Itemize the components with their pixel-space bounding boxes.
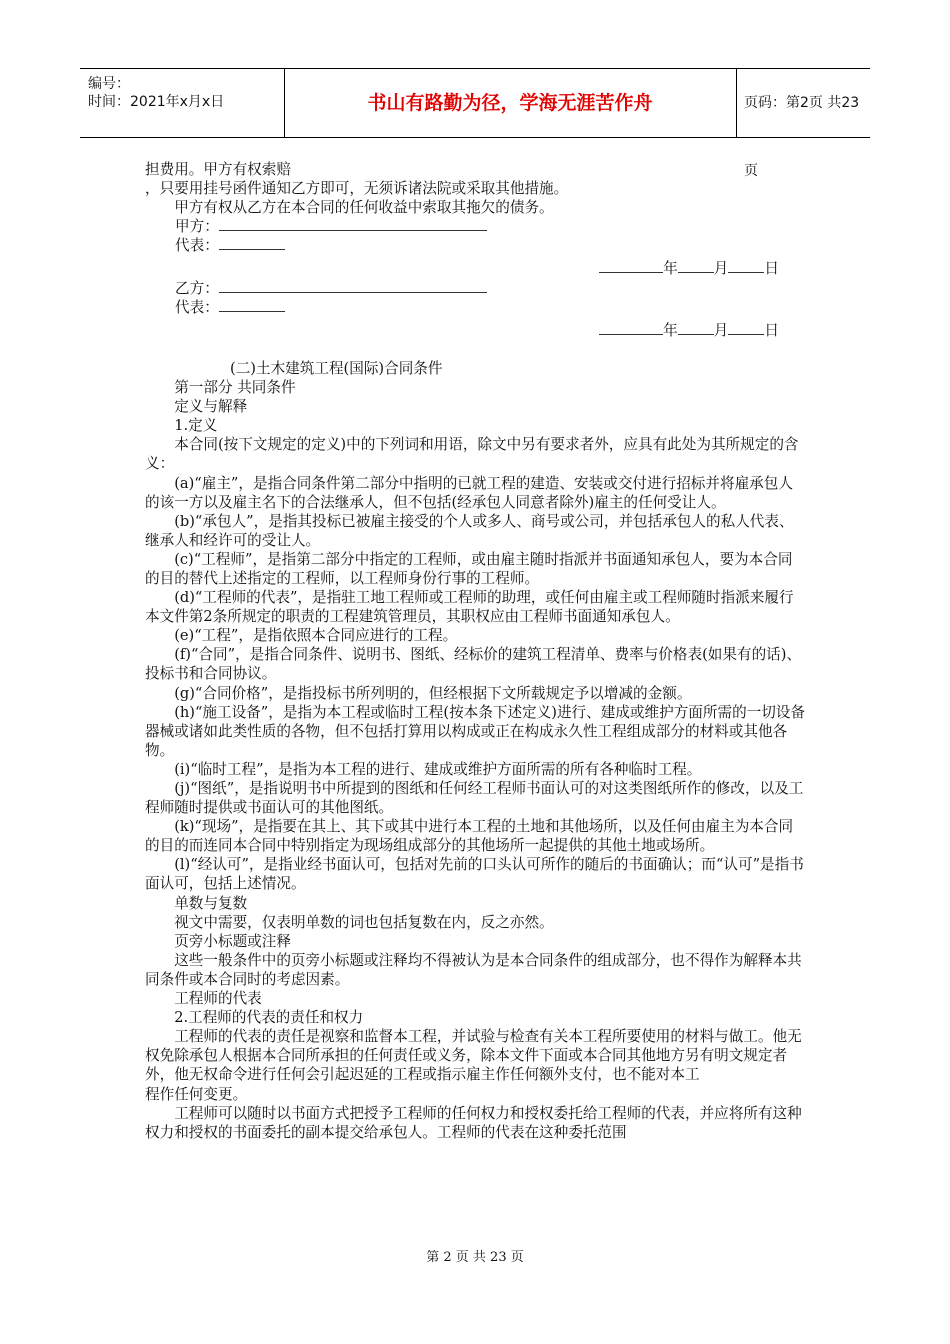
definition-l: (l)“经认可”，是指业经书面认可，包括对先前的口头认可所作的随后的书面确认；而“认可”是指书面认可，包括上述情况。 [145, 856, 804, 893]
heading: 单数与复数 [174, 894, 248, 912]
party-b-blank [219, 279, 487, 293]
signature-party-a [145, 217, 807, 236]
signature-rep-a [145, 236, 807, 255]
date-day: 日 [764, 321, 779, 339]
heading: 定义与解释 [174, 398, 248, 416]
paragraph: 工程师可以随时以书面方式把授予工程师的任何权力和授权委托给工程师的代表，并应将所有这种权力和授权的书面委托的副本提交给承包人。工程师的代表在这种委托范围 [145, 1104, 802, 1141]
signature-rep-b [145, 298, 807, 317]
header-meta [80, 69, 285, 137]
number-label: 编号： [88, 76, 130, 92]
definition-i: (i)“临时工程”，是指为本工程的进行、建成或维护方面所需的所有各种临时工程。 [174, 760, 702, 778]
signature-party-b [145, 279, 807, 298]
paragraph: 工程师的代表的责任是视察和监督本工程，并试验与检查有关本工程所要使用的材料与做工。他无权免除承包人根据本合同所承担的任何责任或义务，除本文件下面或本合同其他地方另有明文规定者外，他无权命令进行任何会引起迟延的工程或指示雇主作任何额外支付，也不能对本工 [145, 1028, 802, 1084]
paragraph: 程作任何变更。 [145, 1085, 248, 1103]
header-page-info: 页码：第2页 共23页 [744, 95, 860, 179]
definition-g: (g)“合同价格”，是指投标书所列明的，但经根据下文所载规定予以增减的金额。 [174, 684, 692, 702]
definition-e: (e)“工程”，是指依照本合同应进行的工程。 [174, 627, 458, 645]
heading: 2.工程师的代表的责任和权力 [174, 1009, 364, 1027]
document-body [145, 160, 807, 1142]
page-footer: 第 2 页 共 23 页 [426, 1250, 524, 1265]
definition-h: (h)“施工设备”，是指为本工程或临时工程(按本条下述定义)进行、建成或维护方面所需的一切设备器械或诸如此类性质的各物，但不包括打算用以构成或正在构成永久性工程组成部分的材料或其他各物。 [145, 703, 806, 759]
date-year: 年 [663, 260, 678, 278]
paragraph: 视文中需要，仅表明单数的词也包括复数在内，反之亦然。 [174, 913, 554, 931]
time-label: 时间：2021年x月x日 [88, 94, 225, 110]
paragraph: ，只要用挂号函件通知乙方即可，无须诉诸法院或采取其他措施。 [145, 180, 569, 198]
party-b-label: 乙方： [175, 279, 219, 297]
part-heading: 第一部分 共同条件 [174, 379, 296, 397]
paragraph: 甲方有权从乙方在本合同的任何收益中索取其拖欠的债务。 [174, 199, 554, 217]
date-year: 年 [663, 321, 678, 339]
heading: 页旁小标题或注释 [174, 932, 291, 950]
paragraph: 担费用。甲方有权索赔 [145, 161, 291, 178]
party-a-label: 甲方： [175, 218, 219, 236]
definition-d: (d)“工程师的代表”，是指驻工地工程师或工程师的助理，或任何由雇主或工程师随时指派来履行本文件第2条所规定的职责的工程建筑管理员，其职权应由工程师书面通知承包人。 [145, 589, 794, 626]
party-a-blank [219, 217, 487, 231]
paragraph: 这些一般条件中的页旁小标题或注释均不得被认为是本合同条件的组成部分，也不得作为解释本共同条件或本合同时的考虑因素。 [145, 951, 802, 988]
definition-j: (j)“图纸”，是指说明书中所提到的图纸和任何经工程师书面认可的对这类图纸所作的修改，以及工程师随时提供或书面认可的其他图纸。 [145, 780, 804, 817]
paragraph: 本合同(按下文规定的定义)中的下列词和用语，除文中另有要求者外，应具有此处为其所规定的含义： [145, 436, 799, 473]
heading: 1.定义 [174, 417, 218, 435]
rep-b-blank [219, 298, 285, 312]
definition-f: (f)“合同”，是指合同条件、说明书、图纸、经标价的建筑工程清单、费率与价格表(如果有的话)、投标书和合同协议。 [145, 646, 802, 683]
date-month: 月 [713, 321, 729, 339]
rep-a-blank [219, 236, 285, 250]
date-month: 月 [713, 260, 729, 278]
section-title: (二)土木建筑工程(国际)合同条件 [230, 359, 443, 377]
definition-b: (b)“承包人”，是指其投标已被雇主接受的个人或多人、商号或公司，并包括承包人的私人代表、继承人和经许可的受让人。 [145, 512, 794, 549]
definition-a: (a)“雇主”，是指合同条件第二部分中指明的已就工程的建造、安装或交付进行招标并将雇承包人的该一方以及雇主名下的合法继承人，但不包括(经承包人同意者除外)雇主的任何受让人。 [145, 474, 793, 511]
date-day: 日 [764, 260, 779, 278]
definition-k: (k)“现场”，是指要在其上、其下或其中进行本工程的土地和其他场所，以及任何由雇主为本合同的目的而连同本合同中特别指定为现场组成部分的其他场所一起提供的其他土地或场所。 [145, 818, 794, 855]
heading: 工程师的代表 [174, 990, 262, 1008]
rep-b-label: 代表： [175, 298, 219, 316]
date-line-a [145, 259, 807, 278]
definition-c: (c)“工程师”，是指第二部分中指定的工程师，或由雇主随时指派并书面通知承包人，要为本合同的目的替代上述指定的工程师，以工程师身份行事的工程师。 [145, 550, 793, 587]
date-line-b [145, 321, 807, 340]
rep-a-label: 代表： [175, 237, 219, 255]
header-motto: 书山有路勤为径，学海无涯苦作舟 [284, 69, 737, 137]
